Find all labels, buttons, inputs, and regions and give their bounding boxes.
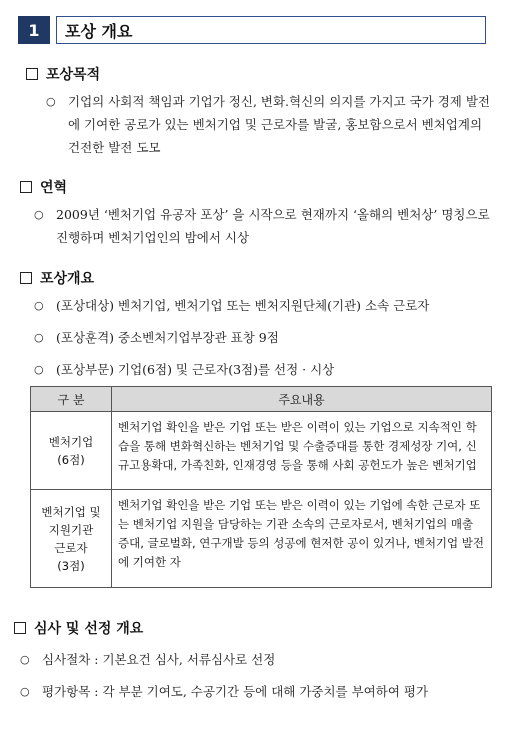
list-item: [46, 90, 496, 159]
heading-purpose-text: 포상목적: [46, 67, 101, 83]
square-bullet-icon: [14, 622, 26, 634]
section-header: [18, 16, 486, 44]
list-item: [20, 648, 500, 671]
list-item: [34, 326, 494, 349]
review-criteria: 평가항목 : 각 부분 기여도, 수공기간 등에 대해 가중치를 부여하여 평가: [42, 684, 429, 699]
overview-category: (포상부문) 기업(6점) 및 근로자(3점)를 선정 · 시상: [56, 362, 335, 377]
circle-bullet-icon: ○: [20, 685, 30, 698]
square-bullet-icon: [26, 68, 38, 80]
heading-purpose: [26, 64, 100, 84]
category-line: (3점): [57, 558, 85, 573]
list-item: [34, 358, 494, 381]
circle-bullet-icon: ○: [20, 653, 30, 666]
heading-history-text: 연혁: [40, 180, 68, 196]
heading-history: [20, 177, 67, 197]
category-line: (6점): [57, 452, 85, 467]
category-line: 벤처기업 및: [41, 504, 101, 519]
list-item: [34, 294, 494, 317]
review-procedure: 심사절차 : 기본요건 심사, 서류심사로 선정: [42, 652, 276, 667]
table-header-category: 구 분: [31, 387, 112, 412]
circle-bullet-icon: ○: [34, 208, 44, 221]
list-item: [34, 203, 494, 249]
history-text: 2009년 ‘벤처기업 유공자 포상’ 을 시작으로 현재까지 ‘올해의 벤처상’ 명칭으로 진행하며 벤처기업인의 밤에서 시상: [56, 207, 490, 245]
table-cell-category: [31, 490, 112, 588]
heading-overview-text: 포상개요: [40, 271, 95, 287]
overview-target: (포상대상) 벤처기업, 벤처기업 또는 벤처지원단체(기관) 소속 근로자: [56, 298, 430, 313]
heading-review-text: 심사 및 선정 개요: [34, 621, 144, 637]
table-cell-content: 벤처기업 확인을 받은 기업 또는 받은 이력이 있는 기업에 속한 근로자 또는 벤처기업 지원을 담당하는 기관 소속의 근로자로서, 벤처기업의 매출 증대, 글로벌화, 연구개발 등의 성공에 현저한 공이 있거나, 벤처기업 발전에 기여한 자: [112, 490, 492, 588]
section-title: 포상 개요: [56, 16, 486, 44]
heading-review: [14, 618, 143, 638]
heading-overview: [20, 268, 94, 288]
circle-bullet-icon: ○: [34, 299, 44, 312]
circle-bullet-icon: ○: [46, 95, 56, 108]
category-line: 지원기관: [48, 522, 94, 537]
square-bullet-icon: [20, 272, 32, 284]
table-header-content: 주요내용: [112, 387, 492, 412]
list-item: [20, 680, 510, 703]
purpose-text: 기업의 사회적 책임과 기업가 정신, 변화.혁신의 의지를 가지고 국가 경제 발전에 기여한 공로가 있는 벤처기업 및 근로자를 발굴, 홍보함으로서 벤처업계의 건전한 발전 도모: [68, 94, 491, 155]
circle-bullet-icon: ○: [34, 363, 44, 376]
table-row: [31, 490, 492, 588]
award-category-table: [30, 386, 492, 588]
category-line: 벤처기업: [48, 434, 94, 449]
category-line: 근로자: [54, 540, 88, 555]
table-cell-content: 벤처기업 확인을 받은 기업 또는 받은 이력이 있는 기업으로 지속적인 학습을 통해 변화혁신하는 벤처기업 및 수출증대를 통한 경제성장 기여, 신규고용확대, 가족친화, 인재경영 등을 통해 사회 공헌도가 높은 벤처기업: [112, 412, 492, 490]
table-header-row: [31, 387, 492, 412]
table-cell-category: [31, 412, 112, 490]
section-number: 1: [18, 16, 50, 44]
overview-award: (포상훈격) 중소벤처기업부장관 표창 9점: [56, 330, 279, 345]
circle-bullet-icon: ○: [34, 331, 44, 344]
table-row: [31, 412, 492, 490]
square-bullet-icon: [20, 181, 32, 193]
